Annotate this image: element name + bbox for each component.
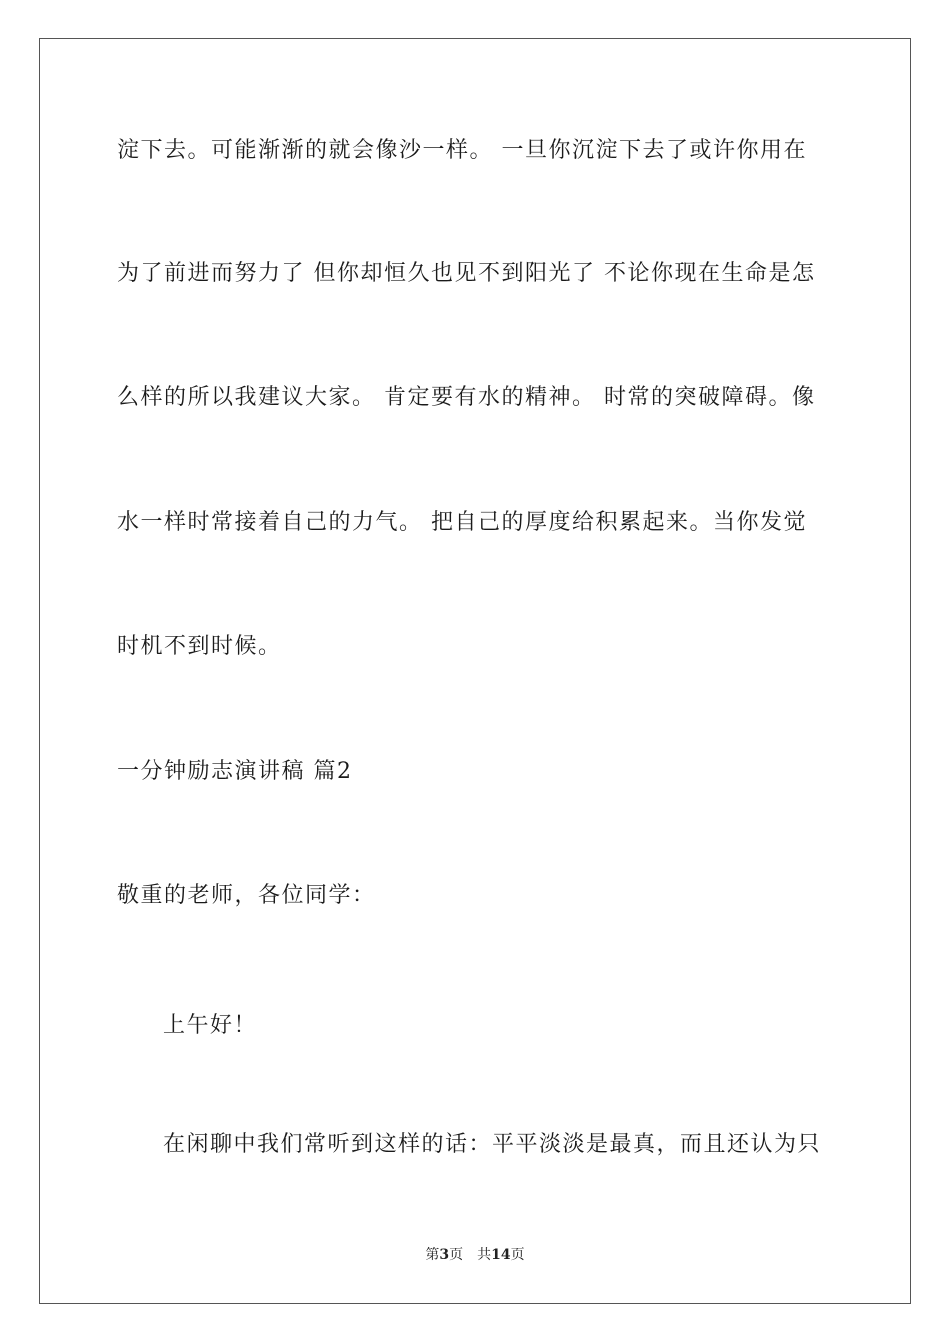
total-pages: 14 — [491, 1247, 511, 1263]
body-text-line-1: 淀下去。可能渐渐的就会像沙一样。 一旦你沉淀下去了或许你用在 — [117, 138, 807, 163]
page-unit: 页 — [449, 1247, 464, 1263]
body-text-line-3: 么样的所以我建议大家。 肯定要有水的精神。 时常的突破障碍。像 — [117, 385, 816, 410]
page-border — [39, 38, 911, 1304]
page-number: 3 — [439, 1247, 450, 1263]
body-text-line-5: 时机不到时候。 — [117, 634, 282, 659]
total-unit: 页 — [510, 1247, 525, 1263]
body-text-line-2: 为了前进而努力了 但你却恒久也见不到阳光了 不论你现在生命是怎 — [117, 261, 816, 286]
greeting: 上午好！ — [163, 1013, 258, 1038]
body-text-line-4: 水一样时常接着自己的力气。 把自己的厚度给积累起来。当你发觉 — [117, 510, 807, 535]
page-prefix: 第 — [425, 1247, 440, 1263]
total-prefix: 共 — [477, 1247, 492, 1263]
section-heading: 一分钟励志演讲稿 篇2 — [117, 759, 353, 784]
salutation: 敬重的老师，各位同学： — [117, 883, 376, 908]
body-text-line-6: 在闲聊中我们常听到这样的话：平平淡淡是最真，而且还认为只 — [163, 1132, 822, 1157]
page-footer — [0, 1246, 950, 1264]
